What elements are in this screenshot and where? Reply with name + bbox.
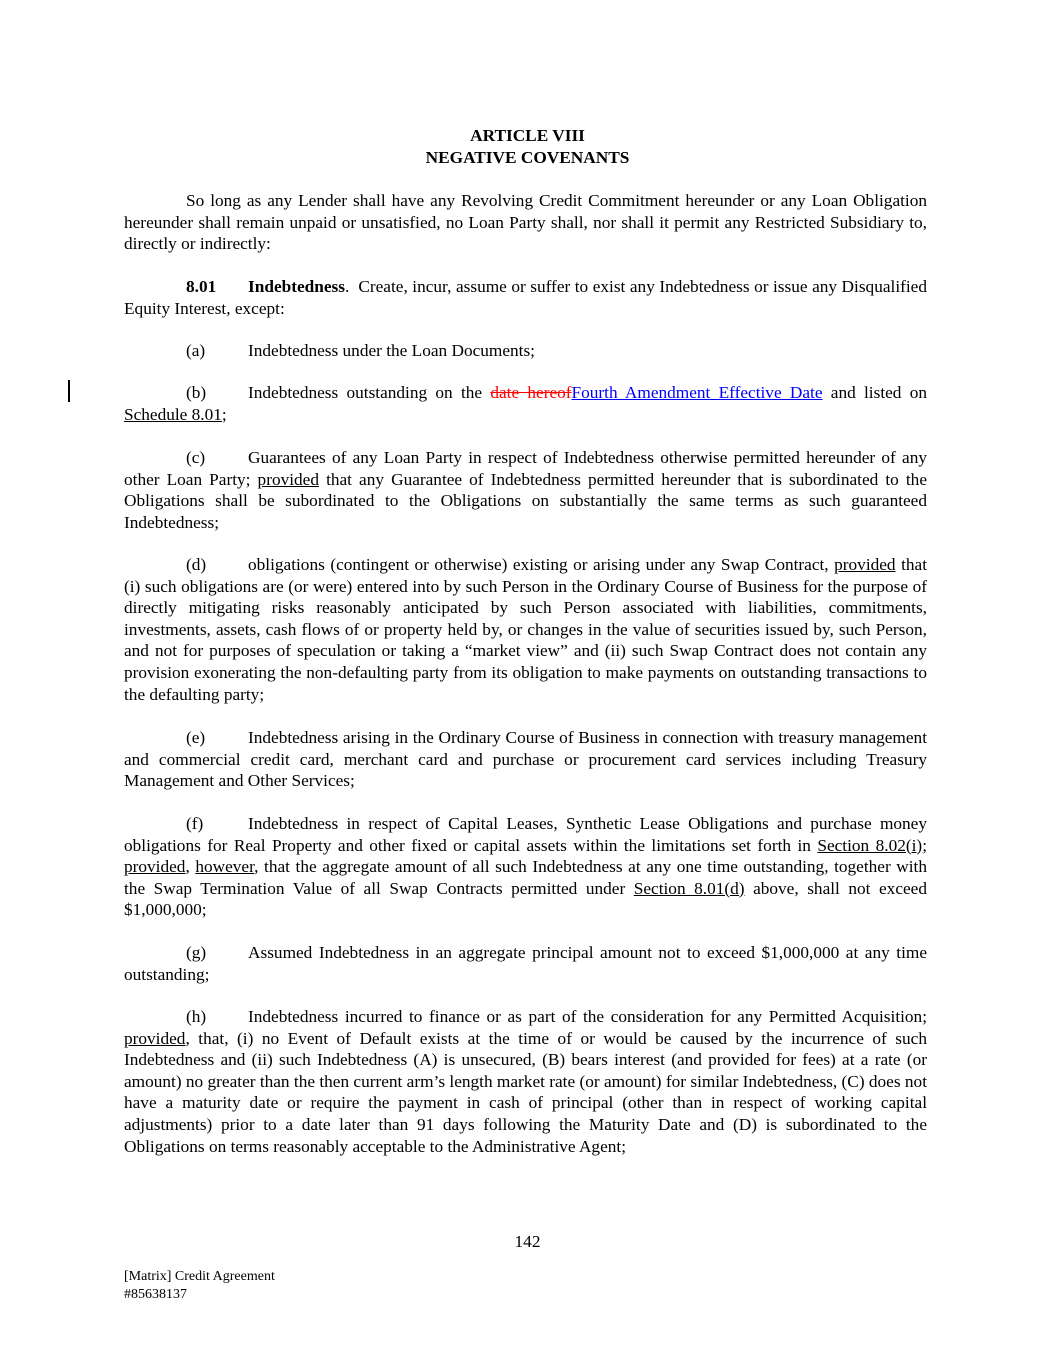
item-d-text: obligations (contingent or otherwise) existing or arising under any Swap Contract, bbox=[248, 555, 835, 574]
item-c-text: Guarantees of any Loan Party in respect of Indebtedness otherwise permitted hereunder of any other Loan Party; bbox=[124, 448, 927, 489]
item-a-text: Indebtedness under the Loan Documents; bbox=[248, 341, 535, 360]
however-term: however bbox=[195, 857, 255, 877]
provided-term: provided bbox=[834, 555, 896, 574]
item-b-text: Indebtedness outstanding on the bbox=[248, 383, 491, 402]
item-f-text-2: ; bbox=[922, 835, 927, 855]
item-c-label: (c) bbox=[186, 448, 206, 467]
article-title: NEGATIVE COVENANTS bbox=[425, 148, 630, 167]
item-a bbox=[124, 340, 927, 362]
item-h-text: Indebtedness incurred to finance or as part of the consideration for any Permitted Acquisition; bbox=[248, 1007, 927, 1026]
item-f-text-end: above, shall not exceed $1,000,000; bbox=[124, 878, 927, 920]
item-g-text: Assumed Indebtedness in an aggregate principal amount not to exceed $1,000,000 at any time outstanding; bbox=[124, 943, 927, 984]
inserted-text: Fourth Amendment Effective Date bbox=[571, 383, 823, 402]
provided-term: provided bbox=[257, 469, 319, 489]
deleted-text: date hereof bbox=[490, 383, 572, 402]
item-c-text-end: that any Guarantee of Indebtedness permitted hereunder that is subordinated to the Obligations shall be subordinated to the Obligations on substantially the same terms as such guaranteed Indebtedness; bbox=[124, 469, 927, 532]
item-b-text-mid: and listed on bbox=[822, 383, 927, 402]
item-d-text-end: that (i) such obligations are (or were) entered into by such Person in the Ordinary Course of Business for the purpose of directly mitigating risks reasonably anticipated by such Person associated with liabilities, commitments, investments, assets, cash flows of or property held by, or changes in the value of securities issued by, such Person, and not for purposes of speculation or taking a “market view” and (ii) such Swap Contract does not contain any provision exonerating the non-defaulting party from its obligation to make payments on outstanding transactions to the defaulting party; bbox=[124, 555, 928, 704]
item-f bbox=[124, 813, 927, 921]
item-b-label: (b) bbox=[186, 383, 207, 402]
section-8-01: 8.01 Indebtedness. Create, incur, assume or suffer to exist any Indebtedness or issue any Disqualified Equity Interest, except: bbox=[124, 277, 927, 318]
provided-term: provided bbox=[124, 1028, 186, 1048]
section-text: Create, incur, assume or suffer to exist any Indebtedness or issue any Disqualified Equity Interest, except: bbox=[124, 277, 927, 318]
change-bar bbox=[68, 380, 70, 402]
item-h-text-end: , that, (i) no Event of Default exists at the time of or would be caused by the incurrence of such Indebtedness and (ii) such Indebtedness (A) is unsecured, (B) bears interest (and provided for fees) at a rate (or amount) no greater than the then current arm’s length market rate (or amount) for similar Indebtedness, (C) does not have a maturity date or require the payment in cash of principal (other than in respect of working capital adjustments) prior to a date later than 91 days following the Maturity Date and (D) is subordinated to the Obligations on terms reasonably acceptable to the Administrative Agent; bbox=[124, 1028, 927, 1156]
article-number: ARTICLE VIII bbox=[470, 126, 585, 145]
footer-title: [Matrix] Credit Agreement bbox=[124, 1269, 275, 1284]
item-b bbox=[124, 382, 927, 425]
page-number: 142 bbox=[514, 1232, 541, 1251]
item-d-label: (d) bbox=[186, 555, 207, 574]
item-e-text: Indebtedness arising in the Ordinary Course of Business in connection with treasury management and commercial credit card, merchant card and purchase or procurement card services including Treasury Management and Other Services; bbox=[124, 728, 927, 791]
item-f-text-4: , that the aggregate amount of all such Indebtedness at any one time outstanding, together with the Swap Termination Value of all Swap Contracts permitted under bbox=[124, 857, 927, 898]
section-reference: Section 8.02(i) bbox=[817, 835, 923, 855]
provided-term: provided bbox=[124, 857, 186, 877]
item-h bbox=[124, 1006, 927, 1157]
intro-paragraph bbox=[124, 190, 927, 255]
item-e-label: (e) bbox=[186, 728, 206, 747]
item-b-text-end: ; bbox=[221, 404, 227, 424]
item-a-label: (a) bbox=[186, 341, 206, 360]
item-f-text-3: , bbox=[185, 857, 196, 877]
footer-doc-id: #85638137 bbox=[124, 1287, 187, 1302]
item-h-label: (h) bbox=[186, 1007, 207, 1026]
section-reference: Section 8.01(d) bbox=[633, 878, 745, 898]
item-g-label: (g) bbox=[186, 943, 207, 962]
item-d bbox=[124, 554, 927, 705]
item-g bbox=[124, 942, 927, 985]
item-f-text: Indebtedness in respect of Capital Leases, Synthetic Lease Obligations and purchase money obligations for Real Property and other fixed or capital assets within the limitations set forth in bbox=[124, 814, 927, 855]
section-title: Indebtedness bbox=[248, 277, 345, 296]
item-f-label: (f) bbox=[186, 814, 204, 833]
item-e bbox=[124, 727, 927, 792]
schedule-reference: Schedule 8.01 bbox=[124, 404, 222, 424]
item-c bbox=[124, 447, 927, 533]
section-number: 8.01 bbox=[186, 277, 217, 296]
intro-text: So long as any Lender shall have any Revolving Credit Commitment hereunder or any Loan Obligation hereunder shall remain unpaid or unsatisfied, no Loan Party shall, nor shall it permit any Restricted Subsidiary to, directly or indirectly: bbox=[124, 191, 927, 254]
